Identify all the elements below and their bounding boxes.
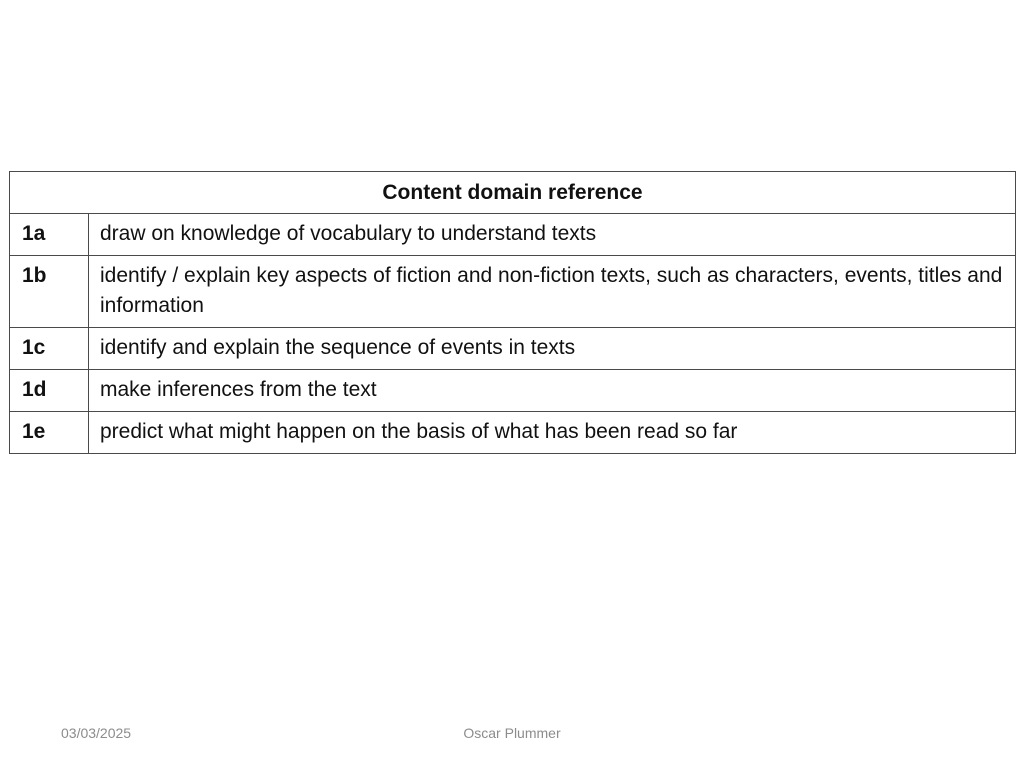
footer-author: Oscar Plummer (463, 725, 561, 741)
table-row (10, 256, 1016, 328)
row-code: 1b (10, 256, 89, 328)
table-header: Content domain reference (10, 172, 1016, 214)
table-row (10, 412, 1016, 454)
row-description: make inferences from the text (89, 370, 1016, 412)
table-row (10, 214, 1016, 256)
table-row (10, 370, 1016, 412)
row-description: draw on knowledge of vocabulary to understand texts (89, 214, 1016, 256)
row-description: identify and explain the sequence of events in texts (89, 328, 1016, 370)
content-domain-table (9, 171, 1016, 454)
row-code: 1a (10, 214, 89, 256)
row-description: identify / explain key aspects of fiction and non-fiction texts, such as characters, events, titles and information (89, 256, 1016, 328)
row-description: predict what might happen on the basis of what has been read so far (89, 412, 1016, 454)
row-code: 1d (10, 370, 89, 412)
footer-date: 03/03/2025 (61, 725, 132, 741)
table-row (10, 328, 1016, 370)
row-code: 1e (10, 412, 89, 454)
row-code: 1c (10, 328, 89, 370)
table-header-row (10, 172, 1016, 214)
